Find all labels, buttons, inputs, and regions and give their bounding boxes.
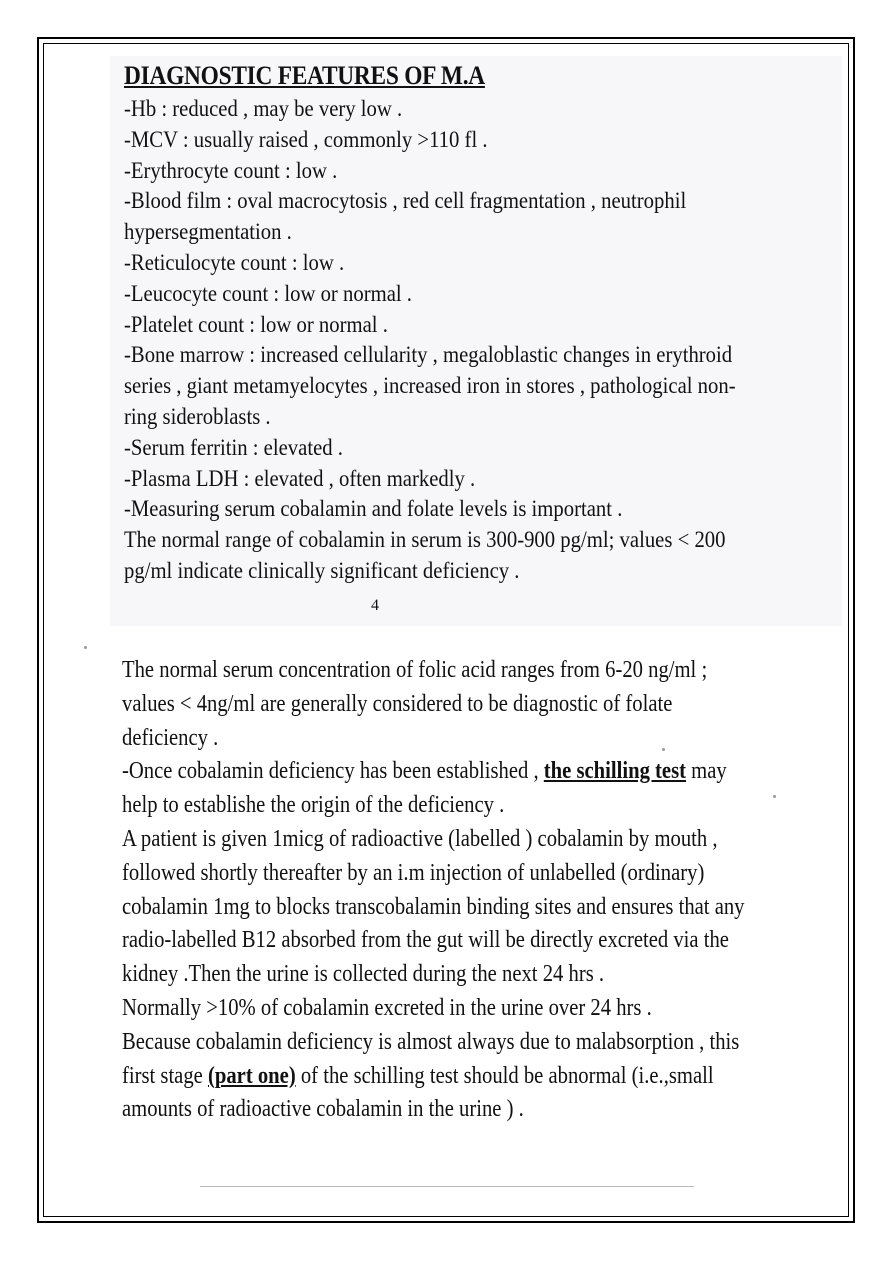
text-line: values < 4ng/ml are generally considered to be diagnostic of folate <box>122 690 673 717</box>
scan-speck <box>773 795 776 798</box>
text-line: amounts of radioactive cobalamin in the urine ) . <box>122 1096 524 1123</box>
text-line: -Blood film : oval macrocytosis , red cell fragmentation , neutrophil <box>124 188 687 214</box>
text-run: of the schilling test should be abnormal (i.e.,small <box>295 1062 714 1089</box>
text-line: Normally >10% of cobalamin excreted in the urine over 24 hrs . <box>122 994 652 1021</box>
text-line <box>122 755 727 789</box>
text-line: followed shortly thereafter by an i.m injection of unlabelled (ordinary) <box>122 859 705 886</box>
text-line: -Reticulocyte count : low . <box>124 249 345 275</box>
footer-rule <box>200 1186 694 1187</box>
page-number: 4 <box>371 597 379 614</box>
text-line: A patient is given 1micg of radioactive (labelled ) cobalamin by mouth , <box>122 825 718 852</box>
text-line: The normal range of cobalamin in serum is 300-900 pg/ml; values < 200 <box>124 527 726 553</box>
text-run: first stage <box>122 1062 208 1089</box>
text-line: kidney .Then the urine is collected during the next 24 hrs . <box>122 961 605 988</box>
text-line: deficiency . <box>122 724 219 751</box>
diagnostic-features-section <box>124 58 774 587</box>
text-run: -Once cobalamin deficiency has been established , <box>122 758 544 785</box>
section-heading: DIAGNOSTIC FEATURES OF M.A <box>124 61 485 90</box>
text-line: -Hb : reduced , may be very low . <box>124 96 403 121</box>
text-line: -Measuring serum cobalamin and folate levels is important . <box>124 496 623 522</box>
text-line: -Erythrocyte count : low . <box>124 157 338 183</box>
text-line: pg/ml indicate clinically significant deficiency . <box>124 557 520 583</box>
text-line: help to establishe the origin of the deficiency . <box>122 792 505 819</box>
text-line: -Bone marrow : increased cellularity , megaloblastic changes in erythroid <box>124 342 733 368</box>
text-line: The normal serum concentration of folic acid ranges from 6-20 ng/ml ; <box>122 657 708 683</box>
text-line: series , giant metamyelocytes , increased iron in stores , pathological non- <box>124 373 736 399</box>
text-line <box>122 1060 714 1094</box>
schilling-test-section <box>122 654 782 1127</box>
text-line: -Serum ferritin : elevated . <box>124 434 343 460</box>
text-line: ring sideroblasts . <box>124 403 271 429</box>
scan-speck <box>84 646 87 649</box>
text-line: -Plasma LDH : elevated , often markedly . <box>124 465 476 491</box>
text-line: -Platelet count : low or normal . <box>124 311 388 337</box>
text-line: cobalamin 1mg to blocks transcobalamin binding sites and ensures that any <box>122 893 745 920</box>
text-line: hypersegmentation . <box>124 219 292 245</box>
scan-speck <box>662 748 665 751</box>
text-line: -MCV : usually raised , commonly >110 fl . <box>124 126 488 152</box>
text-line: radio-labelled B12 absorbed from the gut will be directly excreted via the <box>122 927 729 954</box>
part-one-term: (part one) <box>207 1062 296 1089</box>
schilling-test-term: the schilling test <box>543 758 686 785</box>
text-run: may <box>685 758 727 785</box>
text-line: -Leucocyte count : low or normal . <box>124 280 412 306</box>
text-line: Because cobalamin deficiency is almost always due to malabsorption , this <box>122 1028 740 1055</box>
